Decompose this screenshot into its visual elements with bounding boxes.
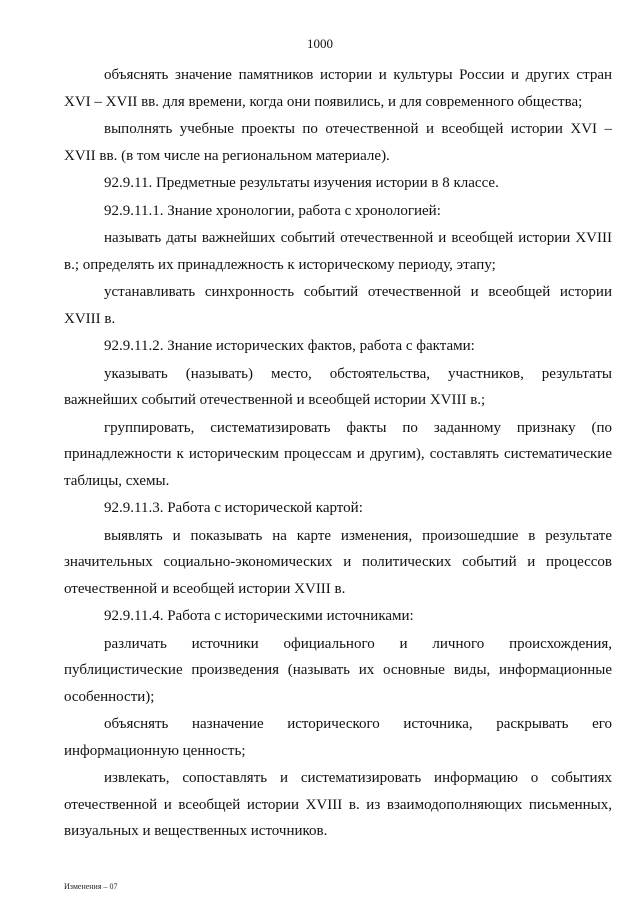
paragraph-projects: выполнять учебные проекты по отечественной и всеобщей истории XVI – XVII вв. (в том числе на региональном материале). <box>64 121 612 164</box>
paragraph-indicate: указывать (называть) место, обстоятельства, участников, результаты важнейших событий отечественной и всеобщей истории XVIII в.; <box>64 365 612 408</box>
document-body <box>64 62 612 845</box>
paragraph-monuments: объяснять значение памятников истории и культуры России и других стран XVI – XVII вв. для времени, когда они появились, и для современного общества; <box>64 67 612 110</box>
paragraph-map: выявлять и показывать на карте изменения, произошедшие в результате значительных социально-экономических и политических событий и процессов отечественной и всеобщей истории XVIII в. <box>64 527 612 597</box>
paragraph-explain: объяснять назначение исторического источника, раскрывать его информационную ценность; <box>64 716 612 759</box>
section-heading-map: 92.9.11.3. Работа с исторической картой: <box>104 500 363 516</box>
section-heading-chronology: 92.9.11.1. Знание хронологии, работа с хронологией: <box>104 202 441 219</box>
paragraph-synchronicity: устанавливать синхронность событий отечественной и всеобщей истории XVIII в. <box>64 284 612 327</box>
page-number: 1000 <box>307 36 333 51</box>
section-heading-facts: 92.9.11.2. Знание исторических фактов, работа с фактами: <box>104 338 475 354</box>
section-heading-sources: 92.9.11.4. Работа с историческими источниками: <box>104 608 414 624</box>
paragraph-extract: извлекать, сопоставлять и систематизировать информацию о событиях отечественной и всеобщей истории XVIII в. из взаимодополняющих письменных, визуальных и вещественных источников. <box>64 770 612 839</box>
paragraph-distinguish: различать источники официального и личного происхождения, публицистические произведения (называть их основные виды, информационные особенности); <box>64 635 612 705</box>
paragraph-dates: называть даты важнейших событий отечественной и всеобщей истории XVIII в.; определять их принадлежность к историческому периоду, этапу; <box>64 230 612 273</box>
paragraph-group: группировать, систематизировать факты по заданному признаку (по принадлежности к историческим процессам и другим), составлять систематические таблицы, схемы. <box>64 419 612 489</box>
footer-revision: Изменения – 07 <box>64 882 118 891</box>
section-heading-8th-grade: 92.9.11. Предметные результаты изучения истории в 8 классе. <box>104 175 499 191</box>
